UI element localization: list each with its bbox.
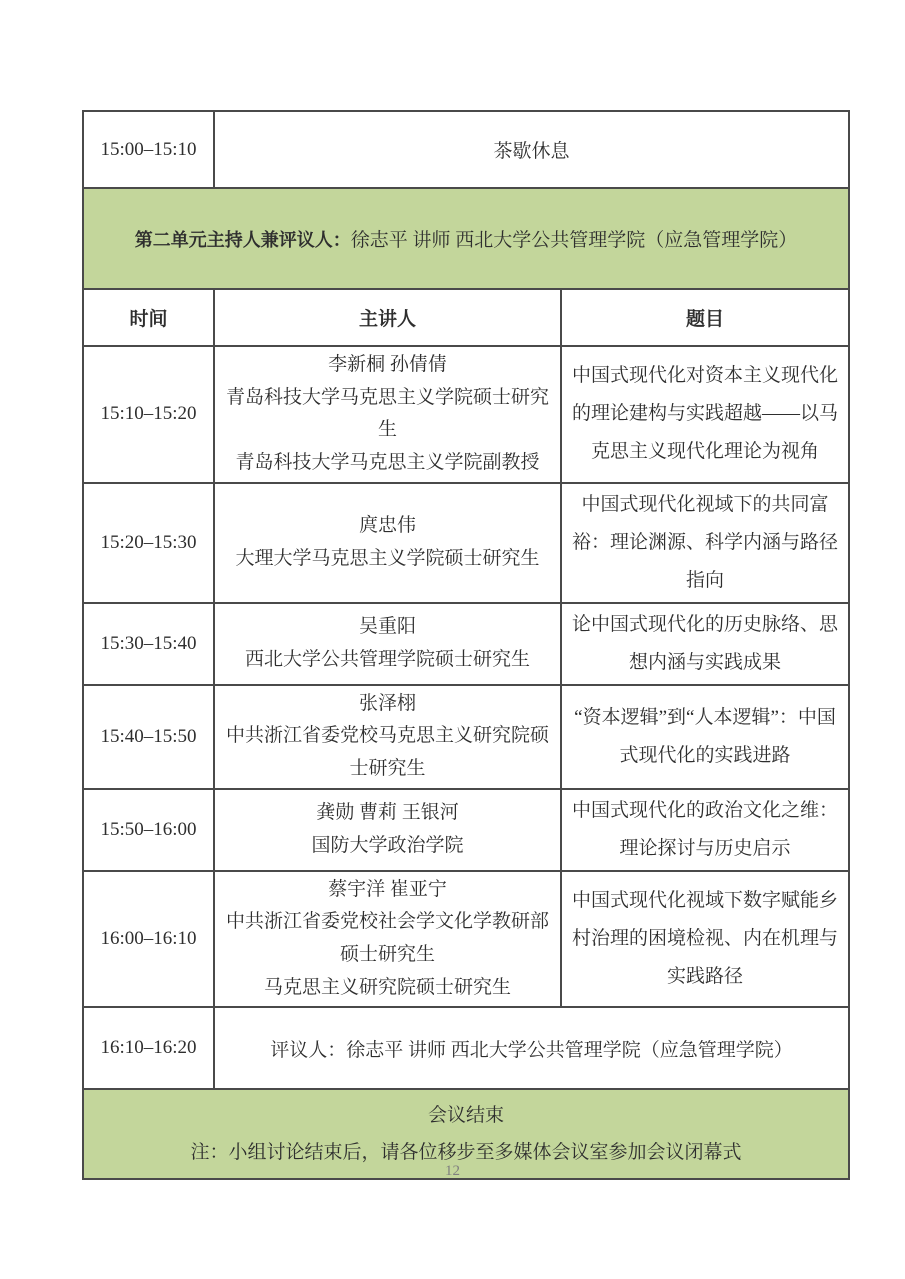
schedule-table bbox=[82, 110, 850, 1180]
table-row bbox=[83, 483, 849, 603]
header-speaker: 主讲人 bbox=[214, 289, 561, 346]
speaker-affiliation: 青岛科技大学马克思主义学院副教授 bbox=[235, 452, 540, 474]
row-topic: 中国式现代化对资本主义现代化的理论建构与实践超越——以马克思主义现代化理论为视角 bbox=[561, 346, 849, 483]
session-banner bbox=[83, 188, 849, 289]
row-speaker bbox=[214, 346, 561, 483]
row-topic: 中国式现代化视域下的共同富裕：理论渊源、科学内涵与路径指向 bbox=[561, 483, 849, 603]
row-time: 16:00–16:10 bbox=[83, 871, 214, 1008]
closing-title: 会议结束 bbox=[428, 1105, 505, 1127]
conference-program-page bbox=[82, 110, 850, 1180]
row-time: 15:50–16:00 bbox=[83, 789, 214, 871]
table-row-session-banner bbox=[83, 188, 849, 289]
speaker-affiliation: 西北大学公共管理学院硕士研究生 bbox=[244, 648, 530, 670]
closing-note: 注：小组讨论结束后，请各位移步至多媒体会议室参加会议闭幕式 bbox=[190, 1142, 742, 1164]
speaker-name: 庹忠伟 bbox=[358, 515, 416, 537]
table-row bbox=[83, 603, 849, 685]
speaker-name: 张泽栩 bbox=[358, 692, 416, 714]
header-topic: 题目 bbox=[561, 289, 849, 346]
row-speaker bbox=[214, 483, 561, 603]
speaker-name: 李新桐 孙倩倩 bbox=[328, 354, 447, 375]
table-row bbox=[83, 871, 849, 1008]
speaker-name: 蔡宇洋 崔亚宁 bbox=[328, 878, 447, 900]
table-row bbox=[83, 346, 849, 483]
speaker-name: 龚勋 曹莉 王银河 bbox=[316, 802, 459, 824]
row-topic: 论中国式现代化的历史脉络、思想内涵与实践成果 bbox=[561, 603, 849, 685]
reviewer-time: 16:10–16:20 bbox=[83, 1007, 214, 1089]
header-time: 时间 bbox=[83, 289, 214, 346]
row-speaker bbox=[214, 871, 561, 1008]
row-time: 15:40–15:50 bbox=[83, 685, 214, 789]
row-speaker bbox=[214, 685, 561, 789]
break-label: 茶歇休息 bbox=[214, 111, 849, 188]
speaker-affiliation: 国防大学政治学院 bbox=[311, 834, 464, 856]
break-time: 15:00–15:10 bbox=[83, 111, 214, 188]
session-banner-title: 第二单元主持人兼评议人： bbox=[134, 230, 351, 250]
reviewer-label: 评议人：徐志平 讲师 西北大学公共管理学院（应急管理学院） bbox=[214, 1007, 849, 1089]
speaker-affiliation: 青岛科技大学马克思主义学院硕士研究生 bbox=[225, 386, 549, 441]
row-time: 15:20–15:30 bbox=[83, 483, 214, 603]
table-row bbox=[83, 789, 849, 871]
row-time: 15:30–15:40 bbox=[83, 603, 214, 685]
row-speaker bbox=[214, 603, 561, 685]
speaker-affiliation: 中共浙江省委党校马克思主义研究院硕士研究生 bbox=[225, 725, 549, 780]
table-row bbox=[83, 685, 849, 789]
row-topic: 中国式现代化的政治文化之维：理论探讨与历史启示 bbox=[561, 789, 849, 871]
row-time: 15:10–15:20 bbox=[83, 346, 214, 483]
row-topic: “资本逻辑”到“人本逻辑”：中国式现代化的实践进路 bbox=[561, 685, 849, 789]
session-banner-host: 徐志平 讲师 西北大学公共管理学院（应急管理学院） bbox=[350, 230, 798, 251]
page-number: 12 bbox=[445, 1163, 460, 1179]
table-row-reviewer bbox=[83, 1007, 849, 1089]
speaker-affiliation: 大理大学马克思主义学院硕士研究生 bbox=[235, 547, 540, 569]
speaker-affiliation: 中共浙江省委党校社会学文化学教研部硕士研究生 bbox=[225, 911, 549, 966]
table-header-row bbox=[83, 289, 849, 346]
row-topic: 中国式现代化视域下数字赋能乡村治理的困境检视、内在机理与实践路径 bbox=[561, 871, 849, 1008]
speaker-affiliation: 马克思主义研究院硕士研究生 bbox=[263, 976, 511, 998]
table-row-break bbox=[83, 111, 849, 188]
row-speaker bbox=[214, 789, 561, 871]
speaker-name: 吴重阳 bbox=[358, 616, 416, 638]
